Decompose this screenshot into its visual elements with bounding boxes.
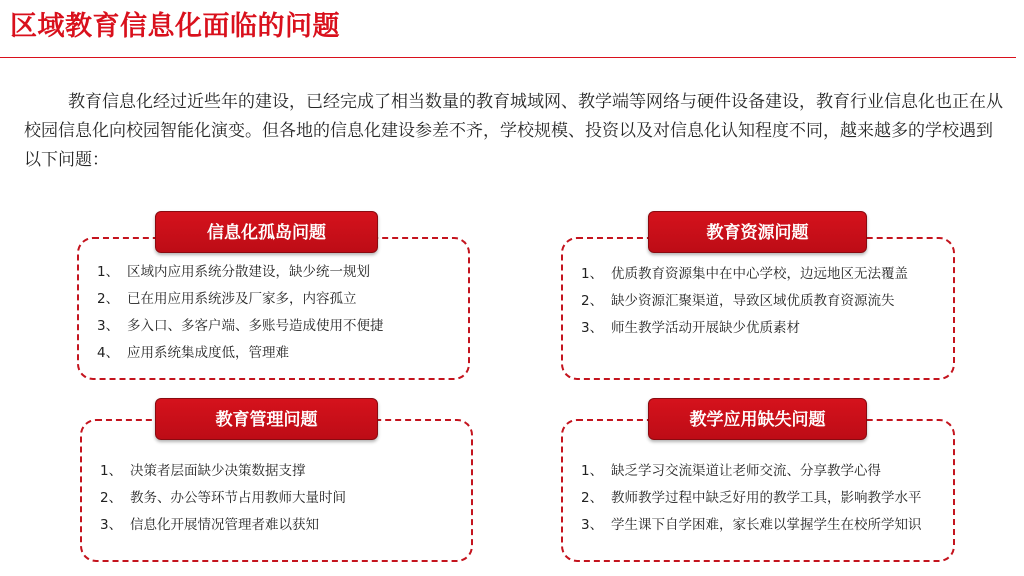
item-number: 1、 bbox=[581, 463, 604, 479]
item-text: 信息化开展情况管理者难以获知 bbox=[130, 517, 319, 533]
item-number: 3、 bbox=[581, 320, 604, 336]
list-item bbox=[581, 288, 908, 315]
page-title: 区域教育信息化面临的问题 bbox=[10, 11, 340, 42]
item-text: 区域内应用系统分散建设，缺少统一规划 bbox=[127, 264, 370, 280]
item-number: 1、 bbox=[581, 266, 604, 282]
item-number: 3、 bbox=[100, 517, 123, 533]
item-text: 学生课下自学困难，家长难以掌握学生在校所学知识 bbox=[611, 517, 922, 533]
item-number: 2、 bbox=[581, 490, 604, 506]
info-island-list bbox=[97, 259, 384, 367]
panel-title-info-island: 信息化孤岛问题 bbox=[155, 211, 378, 253]
list-item bbox=[581, 512, 922, 539]
item-number: 1、 bbox=[100, 463, 123, 479]
item-text: 教师教学过程中缺乏好用的教学工具，影响教学水平 bbox=[611, 490, 922, 506]
list-item bbox=[97, 286, 384, 313]
item-text: 决策者层面缺少决策数据支撑 bbox=[130, 463, 306, 479]
item-number: 3、 bbox=[581, 517, 604, 533]
teaching-apps-list bbox=[581, 458, 922, 539]
list-item bbox=[581, 261, 908, 288]
item-text: 师生教学活动开展缺少优质素材 bbox=[611, 320, 800, 336]
list-item bbox=[97, 340, 384, 367]
list-item bbox=[581, 315, 908, 342]
panel-title-edu-management: 教育管理问题 bbox=[155, 398, 378, 440]
item-number: 1、 bbox=[97, 264, 120, 280]
item-text: 多入口、多客户端、多账号造成使用不便捷 bbox=[127, 318, 384, 334]
item-text: 应用系统集成度低，管理难 bbox=[127, 345, 289, 361]
edu-resources-list bbox=[581, 261, 908, 342]
title-divider bbox=[0, 57, 1016, 58]
item-text: 缺乏学习交流渠道让老师交流、分享教学心得 bbox=[611, 463, 881, 479]
list-item bbox=[581, 485, 922, 512]
item-text: 已在用应用系统涉及厂家多，内容孤立 bbox=[127, 291, 357, 307]
item-text: 缺少资源汇聚渠道，导致区域优质教育资源流失 bbox=[611, 293, 895, 309]
item-text: 教务、办公等环节占用教师大量时间 bbox=[130, 490, 346, 506]
panel-info-island bbox=[77, 237, 470, 380]
panel-title-teaching-apps: 教学应用缺失问题 bbox=[648, 398, 867, 440]
list-item bbox=[100, 485, 346, 512]
item-number: 2、 bbox=[97, 291, 120, 307]
panel-edu-resources bbox=[561, 237, 955, 380]
intro-paragraph: 教育信息化经过近些年的建设，已经完成了相当数量的教育城域网、教学端等网络与硬件设备建设，教育行业信息化也正在从校园信息化向校园智能化演变。但各地的信息化建设参差不齐，学校规模、投资以及对信息化认知程度不同，越来越多的学校遇到以下问题： bbox=[24, 92, 1003, 170]
list-item bbox=[97, 259, 384, 286]
panel-title-edu-resources: 教育资源问题 bbox=[648, 211, 867, 253]
item-number: 2、 bbox=[100, 490, 123, 506]
list-item bbox=[581, 458, 922, 485]
list-item bbox=[100, 512, 346, 539]
item-number: 2、 bbox=[581, 293, 604, 309]
item-number: 3、 bbox=[97, 318, 120, 334]
item-text: 优质教育资源集中在中心学校，边远地区无法覆盖 bbox=[611, 266, 908, 282]
edu-management-list bbox=[100, 458, 346, 539]
list-item bbox=[97, 313, 384, 340]
item-number: 4、 bbox=[97, 345, 120, 361]
list-item bbox=[100, 458, 346, 485]
